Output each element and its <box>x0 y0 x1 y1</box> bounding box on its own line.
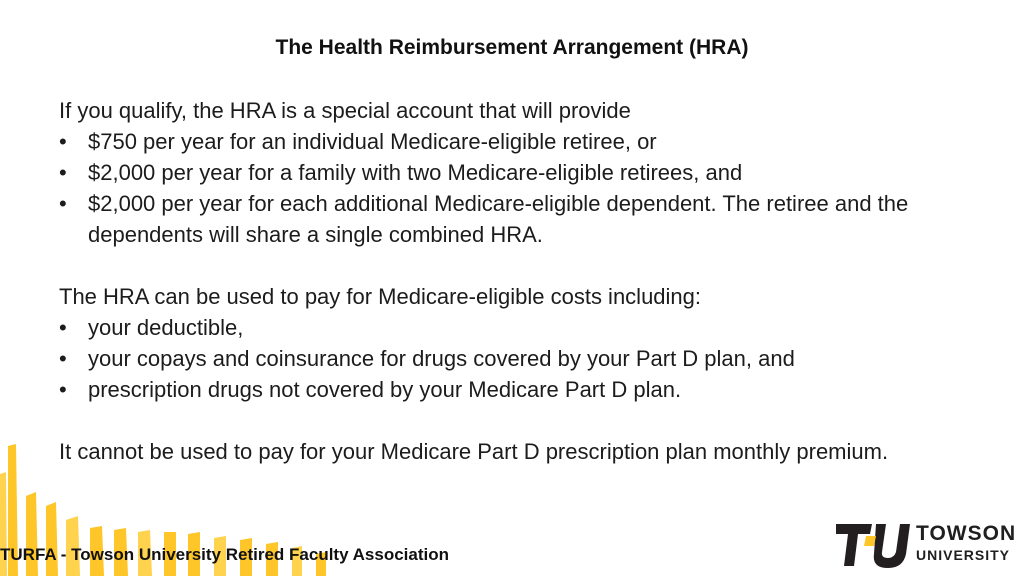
uses-item: • your copays and coinsurance for drugs covered by your Part D plan, and <box>59 343 979 374</box>
provide-item: • $750 per year for an individual Medicare-eligible retiree, or <box>59 126 979 157</box>
provide-list <box>59 126 979 250</box>
towson-university-logo <box>836 520 1024 570</box>
logo-text-university: UNIVERSITY <box>916 547 1011 563</box>
slide-body <box>59 95 979 467</box>
uses-item: • prescription drugs not covered by your Medicare Part D plan. <box>59 374 979 405</box>
uses-intro-text: The HRA can be used to pay for Medicare-eligible costs including: <box>59 284 702 309</box>
logo-text-towson: TOWSON <box>916 522 1017 545</box>
intro-text: If you qualify, the HRA is a special account that will provide <box>59 98 631 123</box>
provide-item: • $2,000 per year for a family with two Medicare-eligible retirees, and <box>59 157 979 188</box>
footer-organization: TURFA - Towson University Retired Faculty Association <box>0 545 449 564</box>
spacer <box>59 405 979 436</box>
exclusion-text: It cannot be used to pay for your Medicare Part D prescription plan monthly premium. <box>59 439 889 464</box>
tu-logo-icon <box>836 522 910 568</box>
uses-item: • your deductible, <box>59 312 979 343</box>
spacer <box>59 250 979 281</box>
uses-list <box>59 312 979 405</box>
provide-item: • $2,000 per year for each additional Medicare-eligible dependent. The retiree and the dependents will share a single combined HRA. <box>59 188 979 250</box>
slide-title: The Health Reimbursement Arrangement (HRA) <box>275 36 749 59</box>
